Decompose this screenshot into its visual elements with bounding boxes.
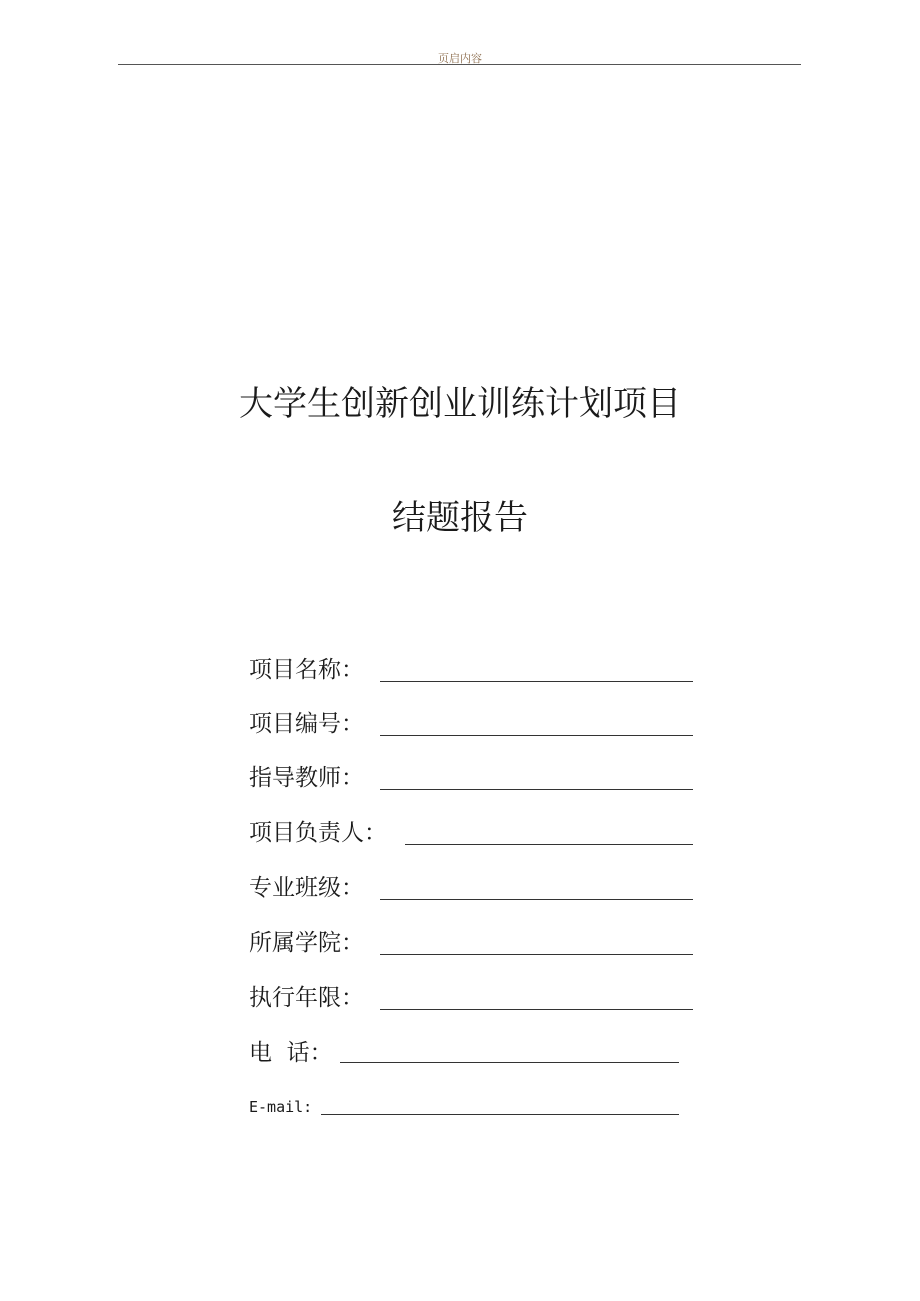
field-blank-line[interactable] xyxy=(380,681,693,682)
field-email xyxy=(249,1097,694,1137)
field-label: 项目编号： xyxy=(249,711,364,737)
field-label: 电 话： xyxy=(249,1040,333,1066)
field-label: 所属学院： xyxy=(249,930,364,956)
document-subtitle: 结题报告 xyxy=(392,498,528,538)
field-duration xyxy=(249,983,694,1023)
field-project-name xyxy=(249,655,694,695)
field-label: 指导教师： xyxy=(249,765,364,791)
field-major-class xyxy=(249,873,694,913)
field-label: E-mail: xyxy=(249,1098,313,1116)
field-project-number xyxy=(249,709,694,749)
field-project-leader xyxy=(249,818,694,858)
field-college xyxy=(249,928,694,968)
field-blank-line[interactable] xyxy=(340,1062,679,1063)
document-title: 大学生创新创业训练计划项目 xyxy=(239,384,681,424)
field-label: 执行年限： xyxy=(249,985,364,1011)
field-label: 专业班级： xyxy=(249,875,364,901)
field-label: 项目名称： xyxy=(249,657,364,683)
field-blank-line[interactable] xyxy=(321,1114,679,1115)
field-label: 项目负责人： xyxy=(249,820,387,846)
field-blank-line[interactable] xyxy=(380,954,693,955)
field-blank-line[interactable] xyxy=(405,844,693,845)
page-header-text: 页启内容 xyxy=(438,52,482,65)
field-blank-line[interactable] xyxy=(380,789,693,790)
field-blank-line[interactable] xyxy=(380,735,693,736)
field-phone xyxy=(249,1038,694,1078)
header-divider xyxy=(118,64,801,65)
field-blank-line[interactable] xyxy=(380,899,693,900)
field-blank-line[interactable] xyxy=(380,1009,693,1010)
field-advisor xyxy=(249,763,694,803)
